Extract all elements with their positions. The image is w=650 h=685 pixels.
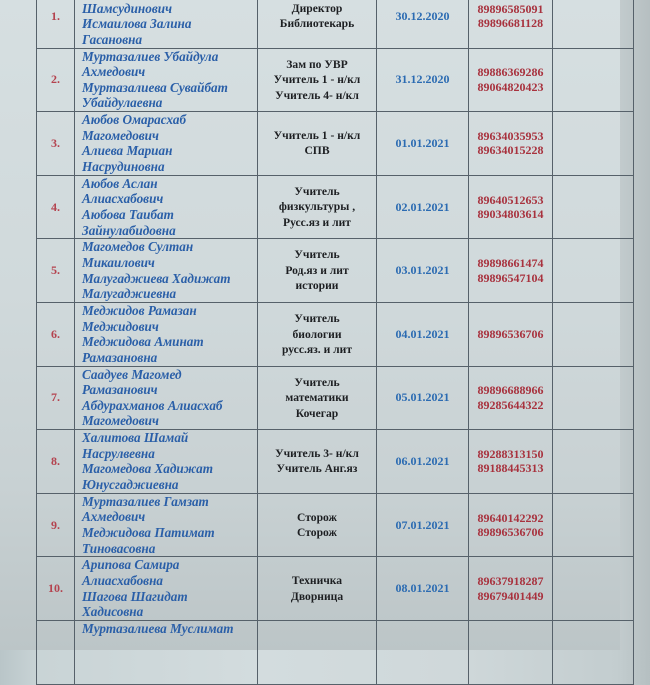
row-number: 1. bbox=[37, 0, 75, 48]
employee-names bbox=[75, 557, 258, 621]
employee-positions bbox=[258, 0, 377, 48]
phone-numbers bbox=[469, 430, 553, 494]
table-row bbox=[37, 557, 634, 621]
name-line: Меджидов Рамазан bbox=[82, 303, 197, 319]
position-line: Русс.яз и лит bbox=[283, 215, 351, 229]
position-line: биологии bbox=[292, 327, 342, 341]
position-line: Сторож bbox=[297, 510, 337, 524]
row-number: 4. bbox=[37, 175, 75, 239]
name-line: Шагова Шагидат bbox=[82, 588, 188, 604]
phone-line: 89679401449 bbox=[477, 588, 544, 603]
phone-numbers bbox=[469, 366, 553, 430]
phone-line: 89637918287 bbox=[477, 574, 544, 589]
duty-date: 06.01.2021 bbox=[377, 430, 469, 494]
row-number: 9. bbox=[37, 493, 75, 557]
phone-numbers bbox=[469, 493, 553, 557]
phone-line: 89640142292 bbox=[477, 510, 544, 525]
row-number: 3. bbox=[37, 112, 75, 176]
position-line: Директор bbox=[291, 1, 343, 15]
name-line: Микаилович bbox=[82, 255, 155, 271]
position-line: Учитель 3- н/кл bbox=[275, 446, 359, 460]
phone-line: 89634035953 bbox=[477, 128, 544, 143]
name-line: Убайдулаевна bbox=[82, 95, 163, 111]
signature-cell bbox=[553, 620, 634, 684]
employee-positions bbox=[258, 366, 377, 430]
employee-positions bbox=[258, 239, 377, 303]
signature-cell bbox=[553, 493, 634, 557]
name-line: Хадисовна bbox=[82, 604, 144, 620]
position-line: Зам по УВР bbox=[286, 57, 348, 71]
employee-names bbox=[75, 302, 258, 366]
position-line: Учитель 1 - н/кл bbox=[273, 73, 361, 87]
name-line: Муртазалиев Гамзат bbox=[82, 493, 209, 509]
table-row bbox=[37, 48, 634, 112]
position-line: Техничка bbox=[291, 574, 343, 588]
name-line: Ахмедович bbox=[82, 509, 146, 525]
name-line: Зайнулабидовна bbox=[82, 222, 176, 238]
phone-line: 89634015228 bbox=[477, 143, 544, 158]
phone-numbers bbox=[469, 557, 553, 621]
duty-schedule-table bbox=[36, 0, 634, 685]
employee-positions bbox=[258, 430, 377, 494]
employee-positions bbox=[258, 557, 377, 621]
signature-cell bbox=[553, 239, 634, 303]
employee-names bbox=[75, 48, 258, 112]
employee-positions bbox=[258, 302, 377, 366]
row-number: 8. bbox=[37, 430, 75, 494]
phone-line: 89896688966 bbox=[477, 383, 544, 398]
position-line: Учитель Анг.яз bbox=[276, 462, 358, 476]
employee-names bbox=[75, 493, 258, 557]
name-line: Абдурахманов Алиасхаб bbox=[82, 397, 223, 413]
name-line bbox=[82, 668, 257, 684]
name-line: Рамазановна bbox=[82, 349, 158, 365]
name-line: Ахмедович bbox=[82, 64, 146, 80]
phone-line: 89640512653 bbox=[477, 192, 544, 207]
phone-numbers bbox=[469, 302, 553, 366]
employee-positions bbox=[258, 48, 377, 112]
position-line: Библиотекарь bbox=[279, 17, 355, 31]
phone-line: 89896547104 bbox=[477, 270, 544, 285]
phone-line: 89188445313 bbox=[477, 461, 544, 476]
employee-names bbox=[75, 175, 258, 239]
phone-line: 89898661474 bbox=[477, 256, 544, 271]
name-line: Магомедович bbox=[82, 413, 159, 429]
phone-line: 89896681128 bbox=[477, 16, 544, 31]
row-number: 10. bbox=[37, 557, 75, 621]
duty-date: 03.01.2021 bbox=[377, 239, 469, 303]
name-line: Меджидович bbox=[82, 318, 159, 334]
position-line: Род.яз и лит bbox=[285, 263, 349, 277]
position-line: Учитель bbox=[294, 375, 340, 389]
duty-date: 30.12.2020 bbox=[377, 0, 469, 48]
table-row bbox=[37, 302, 634, 366]
table-row bbox=[37, 239, 634, 303]
duty-date: 02.01.2021 bbox=[377, 175, 469, 239]
name-line bbox=[82, 652, 257, 668]
row-number: 5. bbox=[37, 239, 75, 303]
phone-line: 89285644322 bbox=[477, 397, 544, 412]
name-line: Гасановна bbox=[82, 31, 143, 47]
name-line: Аюбов Аслан bbox=[82, 175, 158, 191]
row-number: 6. bbox=[37, 302, 75, 366]
duty-date: 01.01.2021 bbox=[377, 112, 469, 176]
name-line: Саадуев Магомед bbox=[82, 366, 182, 382]
name-line: Меджидова Патимат bbox=[82, 525, 215, 541]
name-line: Малугаджиевна bbox=[82, 286, 177, 302]
duty-date: 31.12.2020 bbox=[377, 48, 469, 112]
name-line: Халитова Шамай bbox=[82, 430, 189, 446]
row-number bbox=[37, 620, 75, 684]
employee-names bbox=[75, 366, 258, 430]
table-row bbox=[37, 620, 634, 684]
position-line: СПВ bbox=[304, 144, 330, 158]
name-line: Магомедович bbox=[82, 127, 159, 143]
name-line: Малугаджиева Хадижат bbox=[82, 270, 231, 286]
name-line: Шамсудинович bbox=[82, 0, 172, 16]
employee-names bbox=[75, 239, 258, 303]
employee-names bbox=[75, 0, 258, 48]
duty-date: 07.01.2021 bbox=[377, 493, 469, 557]
signature-cell bbox=[553, 112, 634, 176]
employee-names bbox=[75, 430, 258, 494]
position-line: математики bbox=[285, 391, 349, 405]
phone-numbers bbox=[469, 239, 553, 303]
table-row bbox=[37, 493, 634, 557]
employee-positions bbox=[258, 112, 377, 176]
name-line: Рамазанович bbox=[82, 382, 158, 398]
row-number: 7. bbox=[37, 366, 75, 430]
phone-line: 89064820423 bbox=[477, 79, 544, 94]
position-line: Учитель bbox=[294, 312, 340, 326]
phone-numbers bbox=[469, 112, 553, 176]
phone-numbers bbox=[469, 175, 553, 239]
phone-line: 89896536706 bbox=[477, 525, 544, 540]
table-body bbox=[37, 0, 634, 684]
employee-positions bbox=[258, 620, 377, 684]
phone-line: 89896585091 bbox=[477, 1, 544, 16]
row-number: 2. bbox=[37, 48, 75, 112]
name-line: Алиасхабовна bbox=[82, 573, 163, 589]
name-line: Муртазалиева Муслимат bbox=[82, 621, 234, 637]
duty-date: 05.01.2021 bbox=[377, 366, 469, 430]
name-line: Алиасхабович bbox=[82, 191, 164, 207]
name-line: Магомедов Султан bbox=[82, 239, 194, 255]
employee-positions bbox=[258, 175, 377, 239]
name-line: Аюбова Таибат bbox=[82, 207, 174, 223]
position-line: Учитель bbox=[294, 184, 340, 198]
table-row bbox=[37, 430, 634, 494]
signature-cell bbox=[553, 0, 634, 48]
name-line: Магомедова Хадижат bbox=[82, 461, 213, 477]
table-row bbox=[37, 175, 634, 239]
phone-line: 89886369286 bbox=[477, 65, 544, 80]
name-line: Тиновасовна bbox=[82, 540, 156, 556]
position-line: Учитель 4- н/кл bbox=[275, 88, 359, 102]
phone-line: 89034803614 bbox=[477, 207, 544, 222]
signature-cell bbox=[553, 48, 634, 112]
signature-cell bbox=[553, 175, 634, 239]
duty-date bbox=[377, 620, 469, 684]
position-line: Учитель bbox=[294, 248, 340, 262]
phone-line: 89288313150 bbox=[477, 446, 544, 461]
name-line: Арипова Самира bbox=[82, 557, 180, 573]
name-line: Алиева Мариан bbox=[82, 143, 173, 159]
name-line: Меджидова Аминат bbox=[82, 334, 204, 350]
position-line: истории bbox=[295, 279, 339, 293]
name-line: Насрудиновна bbox=[82, 159, 165, 175]
phone-numbers bbox=[469, 620, 553, 684]
name-line: Юнусгаджиевна bbox=[82, 477, 179, 493]
signature-cell bbox=[553, 430, 634, 494]
employee-positions bbox=[258, 493, 377, 557]
name-line: Насрулвевна bbox=[82, 445, 155, 461]
table-row bbox=[37, 112, 634, 176]
signature-cell bbox=[553, 366, 634, 430]
duty-date: 08.01.2021 bbox=[377, 557, 469, 621]
position-line: Кочегар bbox=[295, 406, 339, 420]
employee-names bbox=[75, 112, 258, 176]
table-row bbox=[37, 366, 634, 430]
position-line: Сторож bbox=[297, 526, 337, 540]
phone-numbers bbox=[469, 0, 553, 48]
position-line: Учитель 1 - н/кл bbox=[273, 128, 361, 142]
position-line: Дворница bbox=[290, 589, 344, 603]
signature-cell bbox=[553, 557, 634, 621]
phone-line: 89896536706 bbox=[477, 327, 544, 342]
table-row bbox=[37, 0, 634, 48]
name-line: Исмаилова Залина bbox=[82, 16, 192, 32]
employee-names bbox=[75, 620, 258, 684]
name-line: Муртазалиев Убайдула bbox=[82, 48, 219, 64]
duty-date: 04.01.2021 bbox=[377, 302, 469, 366]
phone-numbers bbox=[469, 48, 553, 112]
name-line: Аюбов Омарасхаб bbox=[82, 112, 187, 128]
signature-cell bbox=[553, 302, 634, 366]
position-line: русс.яз. и лит bbox=[281, 343, 353, 357]
position-line: физкультуры , bbox=[278, 200, 356, 214]
name-line: Муртазалиева Сувайбат bbox=[82, 79, 228, 95]
